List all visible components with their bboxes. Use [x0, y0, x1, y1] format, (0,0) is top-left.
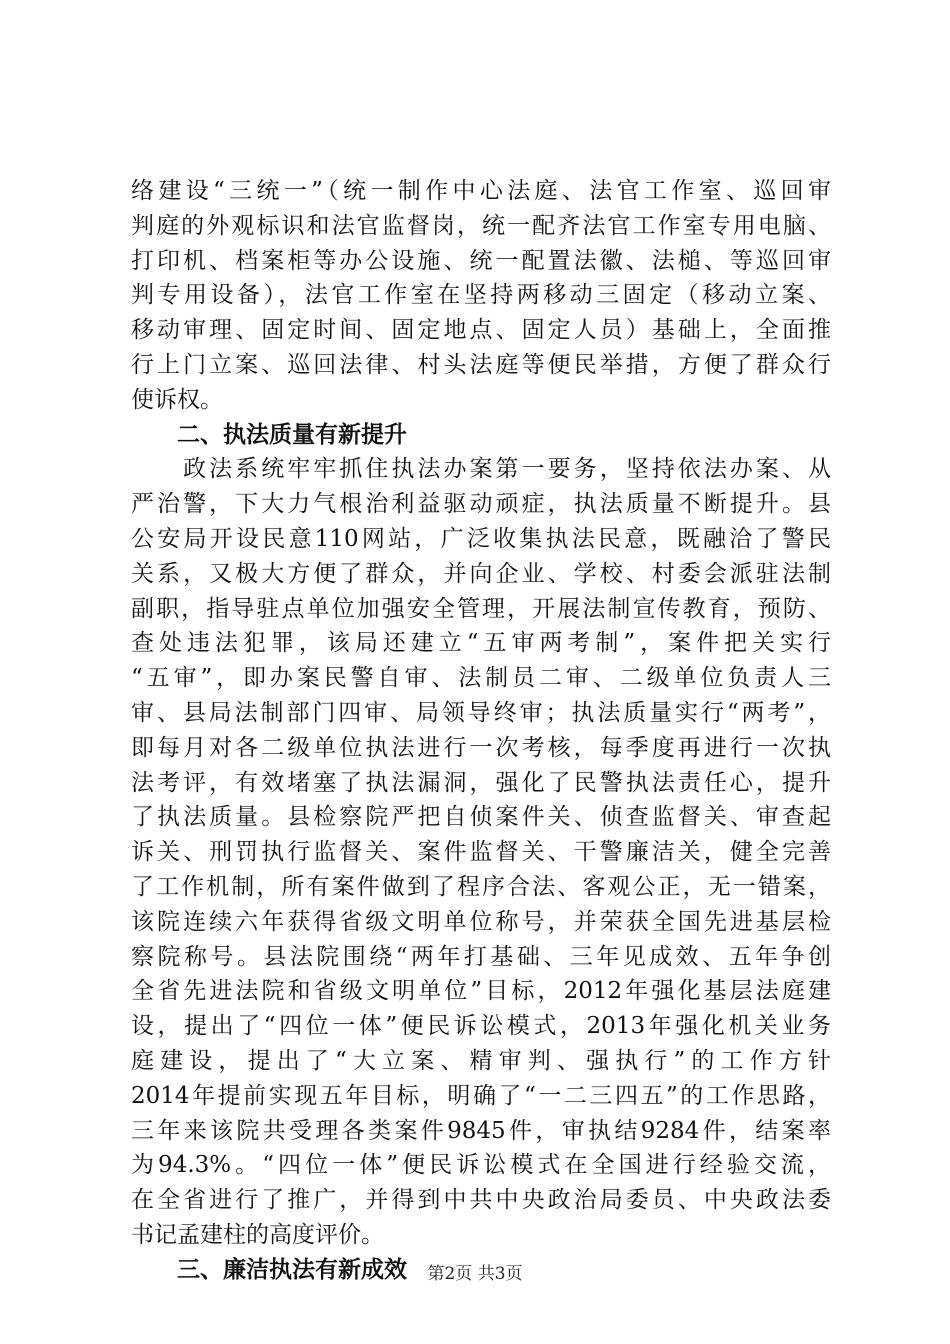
text-line: 副职，指导驻点单位加强安全管理，开展法制宣传教育，预防、 — [131, 595, 831, 622]
text-line: 即每月对各二级单位执法进行一次考核，每季度再进行一次执 — [131, 734, 831, 761]
text-line: 全省先进法院和省级文明单位”目标，2012年强化基层法庭建 — [131, 978, 831, 1005]
text-line: 移动审理、固定时间、固定地点、固定人员）基础上，全面推 — [131, 317, 831, 344]
text-line: 行上门立案、巡回法律、村头法庭等便民举措，方便了群众行 — [131, 351, 831, 378]
text-line: “五审”，即办案民警自审、法制员二审、二级单位负责人三 — [131, 665, 831, 692]
text-line: 在全省进行了推广，并得到中共中央政治局委员、中央政法委 — [131, 1187, 831, 1214]
text-line: 公安局开设民意110网站，广泛收集执法民意，既融洽了警民 — [131, 525, 831, 552]
text-line: 诉关、刑罚执行监督关、案件监督关、干警廉洁关，健全完善 — [131, 839, 831, 866]
text-line: 判庭的外观标识和法官监督岗，统一配齐法官工作室专用电脑、 — [131, 212, 831, 239]
paragraph-2 — [131, 452, 831, 1252]
text-line: 了工作机制，所有案件做到了程序合法、客观公正，无一错案， — [131, 873, 831, 900]
text-line: 络建设“三统一”（统一制作中心法庭、法官工作室、巡回审 — [131, 178, 831, 204]
page-footer: 第2页 共3页 — [427, 1264, 523, 1284]
text-line: 使诉权。 — [131, 386, 223, 413]
text-line: 法考评，有效堵塞了执法漏洞，强化了民警执法责任心，提升 — [131, 769, 831, 796]
text-line: 查处违法犯罪，该局还建立“五审两考制”，案件把关实行 — [131, 630, 831, 657]
document-body — [131, 174, 831, 1288]
text-line: 打印机、档案柜等办公设施、统一配置法徽、法槌、等巡回审 — [131, 247, 831, 274]
section-heading-2: 二、执法质量有新提升 — [177, 421, 407, 448]
text-line: 审、县局法制部门四审、局领导终审；执法质量实行“两考”， — [131, 699, 831, 726]
section-heading-3: 三、廉洁执法有新成效 — [177, 1256, 407, 1283]
text-line: 为94.3%。“四位一体”便民诉讼模式在全国进行经验交流， — [131, 1152, 831, 1179]
text-line: 书记孟建柱的高度评价。 — [131, 1221, 384, 1248]
text-line: 该院连续六年获得省级文明单位称号，并荣获全国先进基层检 — [131, 908, 831, 935]
text-line: 关系，又极大方便了群众，并向企业、学校、村委会派驻法制 — [131, 560, 831, 587]
text-line: 察院称号。县法院围绕“两年打基础、三年见成效、五年争创 — [131, 943, 831, 970]
text-line: 三年来该院共受理各类案件9845件，审执结9284件，结案率 — [131, 1117, 831, 1144]
text-line: 了执法质量。县检察院严把自侦案件关、侦查监督关、审查起 — [131, 804, 831, 831]
text-line: 2014年提前实现五年目标，明确了“一二三四五”的工作思路， — [131, 1082, 831, 1109]
text-line: 政法系统牢牢抓住执法办案第一要务，坚持依法办案、从 — [131, 456, 831, 483]
paragraph-1 — [131, 174, 831, 418]
text-line: 严治警，下大力气根治利益驱动顽症，执法质量不断提升。县 — [131, 491, 831, 518]
text-line: 庭建设，提出了“大立案、精审判、强执行”的工作方针 — [131, 1047, 831, 1074]
text-line: 设，提出了“四位一体”便民诉讼模式，2013年强化机关业务 — [131, 1013, 831, 1040]
text-line: 判专用设备），法官工作室在坚持两移动三固定（移动立案、 — [131, 282, 831, 309]
